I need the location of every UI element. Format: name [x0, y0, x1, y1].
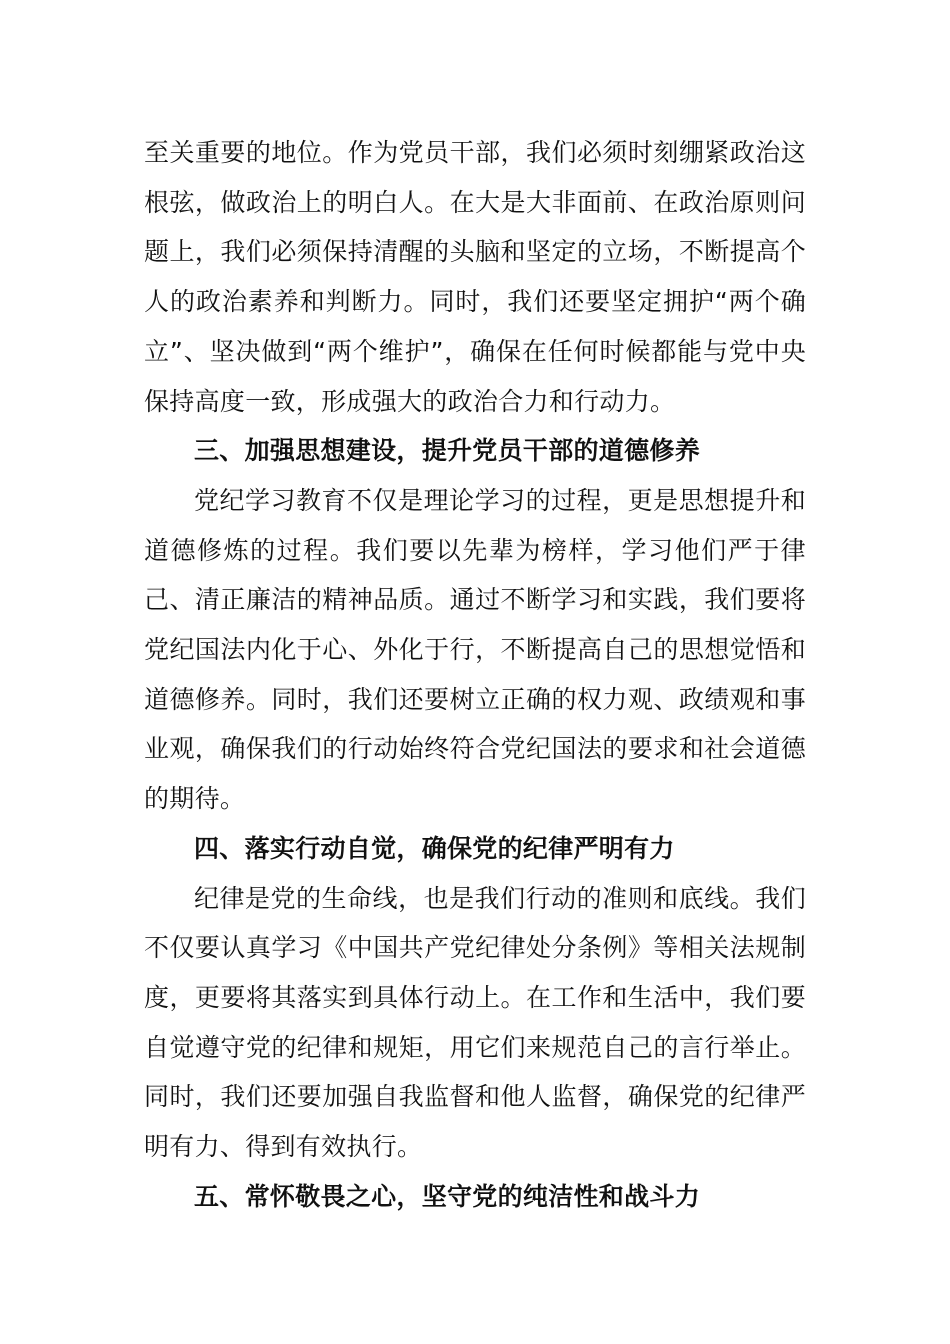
- paragraph-political-awareness: 至关重要的地位。作为党员干部，我们必须时刻绷紧政治这根弦，做政治上的明白人。在大是大非面前、在政治原则问题上，我们必须保持清醒的头脑和坚定的立场，不断提高个人的政治素养和判断力。同时，我们还要坚定拥护“两个确立”、坚决做到“两个维护”，确保在任何时候都能与党中央保持高度一致，形成强大的政治合力和行动力。: [144, 138, 806, 416]
- section-heading-3: 三、加强思想建设，提升党员干部的道德修养: [194, 436, 701, 466]
- paragraph-discipline-action: 纪律是党的生命线，也是我们行动的准则和底线。我们不仅要认真学习《中国共产党纪律处分条例》等相关法规制度，更要将其落实到具体行动上。在工作和生活中，我们要自觉遵守党的纪律和规矩，用它们来规范自己的言行举止。同时，我们还要加强自我监督和他人监督，确保党的纪律严明有力、得到有效执行。: [144, 883, 806, 1162]
- document-body: [144, 128, 806, 1221]
- section-heading-5: 五、常怀敬畏之心，坚守党的纯洁性和战斗力: [194, 1181, 701, 1211]
- section-heading-4: 四、落实行动自觉，确保党的纪律严明有力: [194, 833, 675, 863]
- paragraph-moral-cultivation: 党纪学习教育不仅是理论学习的过程，更是思想提升和道德修炼的过程。我们要以先辈为榜样，学习他们严于律己、清正廉洁的精神品质。通过不断学习和实践，我们要将党纪国法内化于心、外化于行，不断提高自己的思想觉悟和道德修养。同时，我们还要树立正确的权力观、政绩观和事业观，确保我们的行动始终符合党纪国法的要求和社会道德的期待。: [144, 485, 806, 814]
